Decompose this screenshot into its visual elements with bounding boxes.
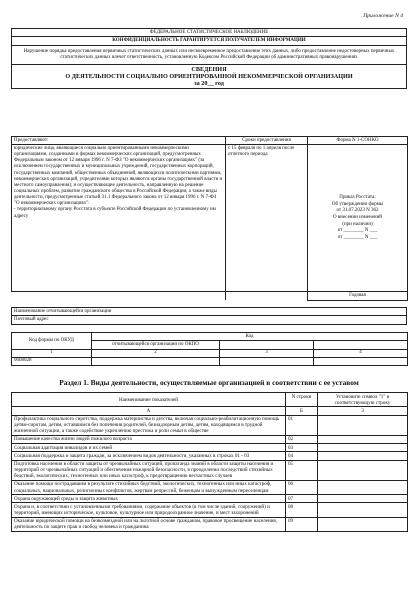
line-number: 06 (286, 480, 318, 494)
table-row (12, 517, 408, 531)
okud-value: 0608028 (12, 357, 92, 365)
line-number-header: N строки (286, 393, 318, 407)
form-number: Форма N 1-СОНКО (308, 137, 408, 145)
code-label: Код (92, 333, 408, 341)
col-number-3: 3 (220, 349, 314, 357)
okpo-value-field[interactable] (92, 357, 220, 365)
line-number: 03 (286, 444, 318, 452)
deadline-text: с 15 февраля по 1 апреля после отчетного периода (226, 145, 308, 292)
line-number: 09 (286, 517, 318, 531)
activity-mark-cell[interactable] (318, 415, 408, 435)
line-number: 02 (286, 435, 318, 443)
reporting-year: за 20__ год (194, 79, 224, 87)
order-block: Приказ Росстата: Об утверждении формы от 31.07.2023 N 362 О внесении изменений (при наличии) от ________ N ___ от ________ N ___ (308, 145, 408, 292)
table-row (12, 480, 408, 494)
col-letter-a: А (12, 407, 286, 415)
table-row (12, 452, 408, 460)
form-subject: О ДЕЯТЕЛЬНОСТИ СОЦИАЛЬНО ОРИЕНТИРОВАННОЙ НЕКОММЕРЧЕСКОЙ ОРГАНИЗАЦИИ (65, 72, 353, 80)
line-number: 01 (286, 415, 318, 435)
col-number-2: 2 (92, 349, 220, 357)
activity-label: Оказание помощи пострадавшим в результате стихийных бедствий, экологических, техногенных или иных катастроф, социальных, национальных, религиозных конфликтов, жертвам репрессий, беженцам и вынужденным переселенцам (12, 480, 286, 494)
periodicity: Годовая (308, 292, 408, 300)
form-header (11, 28, 407, 89)
activity-label: Охрана и, в соответствии с установленными требованиями, содержание объектов (в том числе зданий, сооружений) и территорий, имеющих историческое, культовое, культурное или природоохранное значение, и мест захоронений (12, 503, 286, 517)
activity-mark-cell[interactable] (318, 460, 408, 480)
table-row (12, 435, 408, 443)
table-row (12, 503, 408, 517)
code-field-4[interactable] (314, 357, 408, 365)
submitters-text: юридические лица, являющиеся социально ориентированными некоммерческими организациями, созданными в формах некоммерческих организаций, предусмотренных Федеральным законом от 12 января 1996 г. N 7-ФЗ "О некоммерческих организациях" (за исключением государственных и муниципальных учреждений, государственных корпораций, государственных компаний, общественных объединений, являющихся политическими партиями, некоммерческих организаций, учредителями которых являются органы государственной власти и местного самоуправления), и осуществляющие деятельность, направленную на решение социальных проблем, развитие гражданского общества в Российской Федерации, а также виды деятельности, предусмотренные статьей 31.1 Федерального закона от 12 января 1996 г. N 7-ФЗ "О некоммерческих организациях": (14, 145, 223, 207)
org-name-field[interactable] (12, 308, 407, 316)
submission-table (11, 136, 408, 301)
survey-title: ФЕДЕРАЛЬНОЕ СТАТИСТИЧЕСКОЕ НАБЛЮДЕНИЕ (12, 29, 407, 37)
activity-label: Оказание юридической помощи на безвозмездной или на льготной основе гражданам, правовое просвещение населения, деятельность по защите прав и свобод человека и гражданина (12, 517, 286, 531)
activity-label: Подготовка населения в области защиты от чрезвычайных ситуаций, пропаганда знаний в области защиты населения и территорий от чрезвычайных ситуаций и обеспечения пожарной безопасности, в преодолении последствий стихийных бедствий, экологических, техногенных или иных катастроф, к предотвращению несчастных случаев (12, 460, 286, 480)
line-number: 07 (286, 495, 318, 503)
code-field-3[interactable] (220, 357, 314, 365)
table-row (12, 415, 408, 435)
postal-address-label: Почтовый адрес (14, 316, 49, 322)
table-row (12, 495, 408, 503)
activity-mark-cell[interactable] (318, 517, 408, 531)
line-number: 05 (286, 460, 318, 480)
appendix-label: Приложение N 4 (363, 13, 403, 19)
table-row (12, 460, 408, 480)
activity-mark-cell[interactable] (318, 495, 408, 503)
activity-mark-cell[interactable] (318, 435, 408, 443)
indicator-name-header: Наименование показателей (12, 393, 286, 407)
line-number: 08 (286, 503, 318, 517)
activity-label: Социальная адаптация инвалидов и их семей (12, 444, 286, 452)
activity-mark-cell[interactable] (318, 444, 408, 452)
section-title: Раздел 1. Виды деятельности, осуществляемые организацией в соответствии с ее уставом (59, 378, 359, 387)
codes-table (11, 332, 408, 366)
line-number: 04 (286, 452, 318, 460)
okud-label: Код формы по ОКУД (12, 333, 92, 350)
postal-address-field[interactable] (12, 316, 407, 324)
deadlines-header: Сроки предоставления (226, 137, 308, 145)
submitters-header: Предоставляют: (12, 137, 226, 145)
submitters-destination: - территориальному органу Росстата в субъекте Российской Федерации по установленному им адресу (14, 207, 216, 219)
col-letter-b: Б (286, 407, 318, 415)
liability-warning: Нарушение порядка предоставления первичных статистических данных или несвоевременное предоставление этих данных, либо предоставление недостоверных первичных статистических данных влечет ответственность, установленную Кодексом Российской Федерации об административных правонарушениях (12, 45, 407, 64)
activity-label: Охрана окружающей среды и защита животных (12, 495, 286, 503)
col-number-3: 3 (318, 407, 408, 415)
activity-label: Повышение качества жизни людей пожилого возраста (12, 435, 286, 443)
activity-mark-cell[interactable] (318, 503, 408, 517)
activity-label: Профилактика социального сиротства, поддержка материнства и детства, включая социально-реабилитационную помощь детям-сиротам, детям, оставшимся без попечения родителей, безнадзорным детям, детям, находящимся в трудной жизненной ситуации, а также содействие укреплению престижа и роли семьи в обществе (12, 415, 286, 435)
org-name-label: Наименование отчитывающейся организации (14, 308, 112, 314)
activity-mark-cell[interactable] (318, 480, 408, 494)
col-number-1: 1 (12, 349, 92, 357)
activity-label: Социальная поддержка и защита граждан, за исключением видов деятельности, указанных в строках 01 - 03 (12, 452, 286, 460)
confidentiality-notice: КОНФИДЕНЦИАЛЬНОСТЬ ГАРАНТИРУЕТСЯ ПОЛУЧАТЕЛЕМ ИНФОРМАЦИИ (12, 37, 407, 45)
activity-mark-cell[interactable] (318, 452, 408, 460)
organization-table (11, 307, 407, 325)
col-number-4: 4 (314, 349, 408, 357)
mark-header: Установите символ "1" в соответствующую строку (318, 393, 408, 407)
form-heading: СВЕДЕНИЯ (191, 65, 227, 73)
okpo-label: отчитывающейся организации по ОКПО (92, 341, 220, 349)
table-row (12, 444, 408, 452)
activities-table (11, 392, 408, 532)
